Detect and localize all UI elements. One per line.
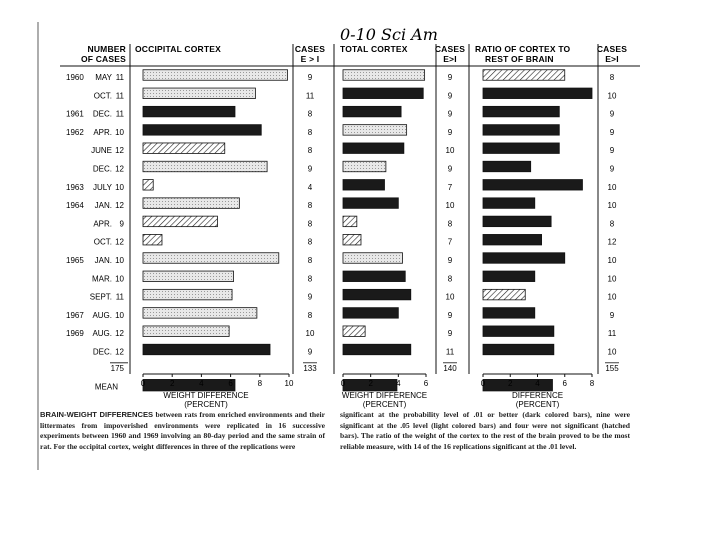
cases-value: 4 xyxy=(307,182,313,192)
row-month: MAY xyxy=(95,73,112,82)
bar-mean xyxy=(480,379,552,391)
cases-value: 9 xyxy=(307,347,313,357)
row-month: JULY xyxy=(93,182,112,192)
header-number-of-cases-2: OF CASES xyxy=(80,54,126,64)
row-number-of-cases: 12 xyxy=(115,146,124,156)
row-year: 1967 xyxy=(66,310,84,320)
row-month: DEC. xyxy=(92,347,112,357)
row-month: APR. xyxy=(93,127,112,137)
row-month: JAN. xyxy=(94,201,112,211)
row-month: DEC. xyxy=(92,109,112,119)
cases-total: 140 xyxy=(443,363,457,373)
row-year: 1963 xyxy=(66,182,84,192)
x-tick-label: 0 xyxy=(340,379,346,388)
cases-total: 155 xyxy=(605,363,619,373)
caption-lead: BRAIN-WEIGHT DIFFERENCES xyxy=(40,410,154,419)
row-month: SEPT. xyxy=(89,292,112,302)
bar-dark xyxy=(143,125,261,135)
bar-light xyxy=(343,161,386,172)
bar-dark xyxy=(343,180,385,191)
caption-left-column xyxy=(40,410,325,452)
row-year: 1961 xyxy=(66,109,84,119)
bar-dark xyxy=(483,216,551,227)
cases-value: 10 xyxy=(607,91,617,101)
bar-light xyxy=(143,308,257,319)
total-number-of-cases: 175 xyxy=(110,363,124,373)
header-number-of-cases-1: NUMBER xyxy=(87,44,126,54)
x-axis-unit: (PERCENT) xyxy=(184,400,228,409)
row-year: 1962 xyxy=(66,127,84,137)
header-total-cortex: TOTAL CORTEX xyxy=(340,44,408,54)
bar-hatched xyxy=(483,289,525,300)
cases-value: 8 xyxy=(307,237,313,247)
row-number-of-cases: 12 xyxy=(115,164,124,174)
row-month: MAR. xyxy=(92,274,112,284)
x-tick-label: 2 xyxy=(508,379,513,388)
cases-value: 11 xyxy=(607,329,617,339)
bar-dark xyxy=(343,271,405,282)
x-tick-label: 0 xyxy=(140,379,146,388)
bar-dark xyxy=(483,125,559,135)
row-number-of-cases: 10 xyxy=(115,127,124,137)
x-tick-label: 8 xyxy=(257,379,263,388)
row-number-of-cases: 12 xyxy=(115,347,124,357)
header-cases-occipital-1: CASES xyxy=(294,44,326,54)
cases-value: 8 xyxy=(307,127,313,137)
cases-value: 8 xyxy=(447,219,453,229)
header-occipital-cortex: OCCIPITAL CORTEX xyxy=(135,44,222,54)
cases-value: 9 xyxy=(447,329,453,339)
row-number-of-cases: 9 xyxy=(119,219,124,229)
x-tick-label: 8 xyxy=(589,379,595,388)
bar-light xyxy=(143,289,232,300)
bar-dark xyxy=(343,106,401,117)
x-tick-label: 6 xyxy=(228,379,233,388)
bar-dark xyxy=(343,308,398,319)
header-cases-occipital-2: E > I xyxy=(300,54,320,64)
cases-value: 8 xyxy=(307,219,313,229)
cases-total: 133 xyxy=(303,363,317,373)
bar-light xyxy=(143,88,255,99)
cases-value: 9 xyxy=(609,164,615,174)
bar-hatched xyxy=(343,216,357,227)
bar-hatched xyxy=(343,234,361,245)
header-cases-total-2: E>I xyxy=(443,54,457,64)
header-cases-ratio-2: E>I xyxy=(605,54,619,64)
bar-dark xyxy=(483,106,559,117)
bar-dark xyxy=(483,344,554,355)
row-month: APR. xyxy=(93,219,112,229)
cases-value: 9 xyxy=(609,310,615,320)
row-number-of-cases: 11 xyxy=(115,292,124,302)
cases-value: 7 xyxy=(447,182,453,192)
x-axis-label: WEIGHT DIFFERENCE xyxy=(163,391,249,400)
header-ratio-1: RATIO OF CORTEX TO xyxy=(475,44,571,54)
bar-hatched xyxy=(483,70,565,81)
row-number-of-cases: 12 xyxy=(115,237,124,247)
bar-dark xyxy=(483,253,565,264)
cases-value: 8 xyxy=(609,219,615,229)
x-tick-label: 6 xyxy=(423,379,429,388)
x-axis-label: WEIGHT DIFFERENCE xyxy=(341,391,428,400)
bar-light xyxy=(343,253,402,264)
handwritten-note: 0-10 Sci Am xyxy=(340,25,438,44)
cases-value: 9 xyxy=(447,164,453,174)
row-number-of-cases: 10 xyxy=(115,274,124,284)
cases-value: 8 xyxy=(307,310,313,320)
cases-value: 10 xyxy=(445,201,455,211)
mean-label: MEAN xyxy=(94,382,118,392)
cases-value: 10 xyxy=(607,256,617,265)
row-month: JUNE xyxy=(91,146,112,156)
panel-1 xyxy=(141,70,317,409)
row-number-of-cases: 12 xyxy=(115,329,124,339)
header-ratio-2: REST OF BRAIN xyxy=(485,54,554,64)
cases-value: 10 xyxy=(445,292,455,302)
cases-value: 8 xyxy=(307,256,313,265)
bar-dark xyxy=(483,308,535,319)
bar-dark xyxy=(343,88,423,99)
header-cases-total-1: CASES xyxy=(434,44,466,54)
row-number-of-cases: 11 xyxy=(115,73,124,82)
caption-right-column: significant at the probability level of .01 or better (dark colored bars), nine were significant at the .05 level (light colored bars) and four were not significant (hatched bars). The ratio of the weight of the cortex to the rest of the brain proved to be the most reliable measure, with 14 of the 16 replications significant at the .01 level. xyxy=(340,410,630,451)
bar-dark xyxy=(483,180,582,191)
row-month: AUG. xyxy=(92,329,112,339)
bar-dark xyxy=(343,198,398,209)
bar-light xyxy=(143,161,267,172)
bar-light xyxy=(143,326,229,337)
cases-value: 9 xyxy=(447,310,453,320)
bar-light xyxy=(143,70,288,81)
x-axis-unit: (PERCENT) xyxy=(362,400,407,409)
cases-value: 10 xyxy=(607,274,617,284)
cases-value: 10 xyxy=(607,201,617,211)
bar-dark xyxy=(343,143,404,154)
cases-value: 9 xyxy=(447,91,453,101)
x-tick-label: 4 xyxy=(396,379,401,388)
bar-dark xyxy=(343,344,411,355)
x-axis-label: DIFFERENCE xyxy=(511,391,564,400)
bar-hatched xyxy=(143,216,217,227)
x-tick-label: 4 xyxy=(535,379,540,388)
cases-value: 8 xyxy=(307,146,313,156)
x-tick-label: 6 xyxy=(562,379,567,388)
cases-value: 8 xyxy=(307,201,313,211)
bar-dark xyxy=(483,234,542,245)
header-cases-ratio-1: CASES xyxy=(596,44,628,54)
row-month: OCT. xyxy=(93,91,112,101)
row-year: 1964 xyxy=(66,201,84,211)
cases-value: 9 xyxy=(307,292,313,302)
bar-light xyxy=(143,253,279,264)
row-number-of-cases: 10 xyxy=(115,256,124,265)
bar-hatched xyxy=(143,234,162,245)
bar-dark xyxy=(483,161,531,172)
bar-dark xyxy=(483,88,592,99)
bar-light xyxy=(143,271,234,282)
cases-value: 10 xyxy=(607,347,617,357)
row-month: AUG. xyxy=(92,310,112,320)
bar-hatched xyxy=(343,326,365,337)
panel-2 xyxy=(341,70,457,409)
x-tick-label: 2 xyxy=(169,379,175,388)
bar-light xyxy=(343,125,407,135)
cases-value: 9 xyxy=(307,73,313,82)
cases-value: 10 xyxy=(305,329,315,339)
x-tick-label: 4 xyxy=(199,379,204,388)
cases-value: 9 xyxy=(447,109,453,119)
cases-value: 10 xyxy=(445,146,455,156)
cases-value: 10 xyxy=(607,292,617,302)
row-number-of-cases: 11 xyxy=(115,91,124,101)
x-axis-unit: (PERCENT) xyxy=(515,400,560,409)
row-year: 1965 xyxy=(66,256,84,265)
row-month: DEC. xyxy=(92,164,112,174)
x-tick-label: 2 xyxy=(368,379,373,388)
bar-dark xyxy=(343,289,411,300)
bar-light xyxy=(143,198,239,209)
bar-dark xyxy=(483,198,535,209)
bar-panels xyxy=(141,70,619,409)
cases-value: 9 xyxy=(609,127,615,137)
row-number-of-cases: 10 xyxy=(115,182,124,192)
row-year: 1960 xyxy=(66,73,84,82)
row-labels xyxy=(66,73,128,391)
bar-hatched xyxy=(143,180,153,191)
cases-value: 11 xyxy=(305,91,315,101)
cases-value: 8 xyxy=(307,109,313,119)
cases-value: 8 xyxy=(609,73,615,82)
cases-value: 10 xyxy=(607,182,617,192)
cases-value: 8 xyxy=(307,274,313,284)
cases-value: 9 xyxy=(609,146,615,156)
bar-dark xyxy=(143,344,270,355)
cases-value: 12 xyxy=(607,237,617,247)
bar-mean xyxy=(140,379,235,391)
x-tick-label: 10 xyxy=(284,379,294,388)
bar-dark xyxy=(483,326,554,337)
cases-value: 9 xyxy=(447,73,453,82)
bar-dark xyxy=(483,271,535,282)
cases-value: 8 xyxy=(447,274,453,284)
cases-value: 9 xyxy=(447,256,453,265)
row-number-of-cases: 12 xyxy=(115,201,124,211)
cases-value: 9 xyxy=(307,164,313,174)
cases-value: 9 xyxy=(609,109,615,119)
cases-value: 7 xyxy=(447,237,453,247)
row-month: OCT. xyxy=(93,237,112,247)
cases-value: 11 xyxy=(445,347,455,357)
bar-dark xyxy=(143,106,235,117)
bar-dark xyxy=(483,143,559,154)
x-tick-label: 0 xyxy=(480,379,486,388)
row-number-of-cases: 11 xyxy=(115,109,124,119)
row-number-of-cases: 10 xyxy=(115,310,124,320)
row-year: 1969 xyxy=(66,329,84,339)
bar-light xyxy=(343,70,425,81)
caption-left-text: between rats from enriched environments and their littermates from impoverished environments were replicated in 16 successive experiments between 1960 and 1969 involving an 80-day period and the same strain of rat. For the occipital cortex, weight differences in three of the replications were xyxy=(40,410,325,451)
cases-value: 9 xyxy=(447,127,453,137)
row-month: JAN. xyxy=(94,256,112,265)
bar-hatched xyxy=(143,143,225,154)
